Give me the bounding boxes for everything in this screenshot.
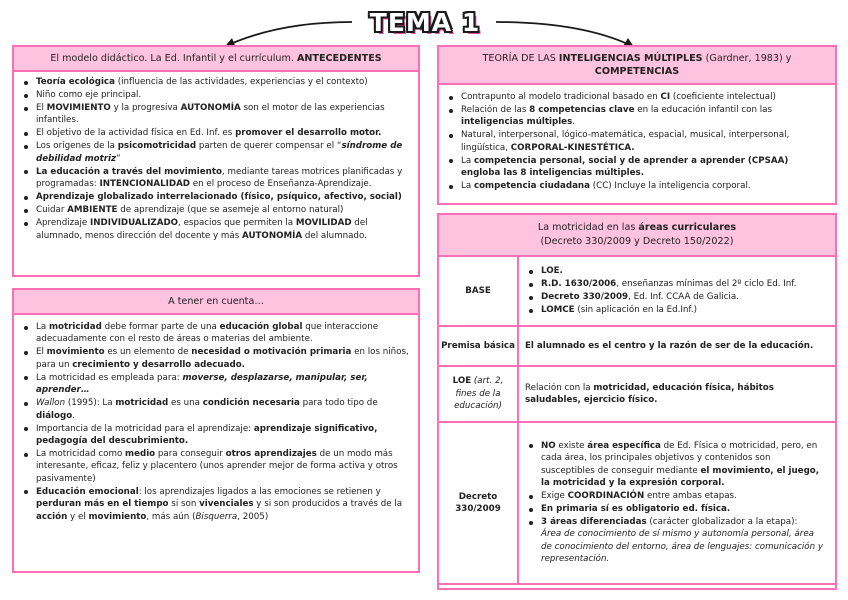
list-item: La motricidad como medio para conseguir otros aprendizajes de un modo más interesante, eficaz, feliz y placentero (unos aprender mejor de forma activa y otros pasivamente) [22, 448, 410, 485]
table-row [438, 366, 836, 422]
list-item: La competencia ciudadana (CC) Incluye la inteligencia corporal. [447, 180, 827, 192]
list-item: La motricidad debe formar parte de una educación global que interaccione adecuadamente con el resto de áreas o materias del ambiente. [22, 321, 410, 346]
loe-cell: Relación con la motricidad, educación física, hábitos saludables, ejercicio físico. [518, 366, 836, 422]
areas-table [437, 255, 837, 585]
list-item: El MOVIMIENTO y la progresiva AUTONOMÍA son el motor de las experiencias infantiles. [22, 102, 410, 127]
antecedentes-header: El modelo didáctico. La Ed. Infantil y el currículum. ANTECEDENTES [14, 47, 418, 72]
list-item: Cuidar AMBIENTE de aprendizaje (que se asemeje al entorno natural) [22, 204, 410, 216]
loe-label: LOE (art. 2, fines de la educación) [438, 366, 518, 422]
list-item: La educación a través del movimiento, mediante tareas motrices planificadas y programadas: INTENCIONALIDAD en el proceso de Enseñanza-Aprendizaje. [22, 166, 410, 191]
list-item: Importancia de la motricidad para el aprendizaje: aprendizaje significativo, pedagogía del descubrimiento. [22, 423, 410, 448]
a-tener-en-cuenta-box [12, 288, 420, 573]
a-tener-header: A tener en cuenta… [14, 290, 418, 315]
base-cell [518, 256, 836, 326]
list-item: Aprendizaje INDIVIDUALIZADO, espacios que permiten la MOVILIDAD del alumnado, menos dirección del docente y más AUTONOMÍA del alumnado. [22, 217, 410, 242]
list-item: Natural, interpersonal, lógico-matemática, espacial, musical, interpersonal, lingüística, CORPORAL-KINESTÉTICA. [447, 129, 827, 154]
table-row [438, 422, 836, 584]
inteligencias-multiples-box [437, 45, 837, 205]
base-label: BASE [438, 256, 518, 326]
areas-curriculares-box [437, 213, 837, 590]
list-item: R.D. 1630/2006, enseñanzas mínimas del 2º ciclo Ed. Inf. [527, 278, 827, 290]
areas-header: La motricidad en las áreas curriculares (Decreto 330/2009 y Decreto 150/2022) [439, 215, 835, 257]
list-item: Teoría ecológica (influencia de las actividades, experiencias y el contexto) [22, 76, 410, 88]
inteligencias-header: TEORÍA DE LAS INTELIGENCIAS MÚLTIPLES (Gardner, 1983) y COMPETENCIAS [439, 47, 835, 85]
list-item: Los orígenes de la psicomotricidad parten de querer compensar el “síndrome de debilidad motriz” [22, 140, 410, 165]
list-item: El movimiento es un elemento de necesidad o motivación primaria en los niños, para un crecimiento y desarrollo adecuado. [22, 346, 410, 371]
list-item: Wallon (1995): La motricidad es una condición necesaria para todo tipo de diálogo. [22, 397, 410, 422]
list-item: LOE. [527, 265, 827, 277]
decreto-cell [518, 422, 836, 584]
premisa-label: Premisa básica [438, 326, 518, 366]
list-item: Niño como eje principal. [22, 89, 410, 101]
list-item: Relación de las 8 competencias clave en la educación infantil con las inteligencias múltiples. [447, 104, 827, 129]
table-row [438, 256, 836, 326]
list-item: En primaria sí es obligatorio ed. física. [527, 503, 827, 515]
list-item: NO existe área específica de Ed. Física o motricidad, pero, en cada área, los principales objetivos y contenidos son susceptibles de conseguir mediante el movimiento, el juego, la motricidad y la expresión corporal. [527, 440, 827, 490]
list-item: LOMCE (sin aplicación en la Ed.Inf.) [527, 304, 827, 316]
page-title: TEMA 1 [369, 8, 481, 37]
list-item: Exige COORDINACIÓN entre ambas etapas. [527, 490, 827, 502]
premisa-cell: El alumnado es el centro y la razón de ser de la educación. [518, 326, 836, 366]
list-item: El objetivo de la actividad física en Ed. Inf. es promover el desarrollo motor. [22, 127, 410, 139]
antecedentes-box [12, 45, 420, 277]
inteligencias-list [439, 85, 835, 197]
list-item: Aprendizaje globalizado interrelacionado (físico, psíquico, afectivo, social) [22, 191, 410, 203]
list-item: La competencia personal, social y de aprender a aprender (CPSAA) engloba las 8 inteligencias múltiples. [447, 155, 827, 180]
list-item: Contrapunto al modelo tradicional basado en CI (coeficiente intelectual) [447, 91, 827, 103]
list-item: La motricidad es empleada para: moverse, desplazarse, manipular, ser, aprender… [22, 372, 410, 397]
antecedentes-list [14, 72, 418, 247]
decreto-label: Decreto 330/2009 [438, 422, 518, 584]
list-item: 3 áreas diferenciadas (carácter globalizador a la etapa): Área de conocimiento de sí mismo y autonomía personal, área de conocimiento del entorno, área de lenguajes: comunicación y representación. [527, 516, 827, 566]
a-tener-list [14, 315, 418, 528]
list-item: Decreto 330/2009, Ed. Inf. CCAA de Galicia. [527, 291, 827, 303]
table-row [438, 326, 836, 366]
list-item: Educación emocional: los aprendizajes ligados a las emociones se retienen y perduran más en el tiempo si son vivenciales y si son producidos a través de la acción y el movimiento, más aún (Bisquerra, 2005) [22, 486, 410, 523]
